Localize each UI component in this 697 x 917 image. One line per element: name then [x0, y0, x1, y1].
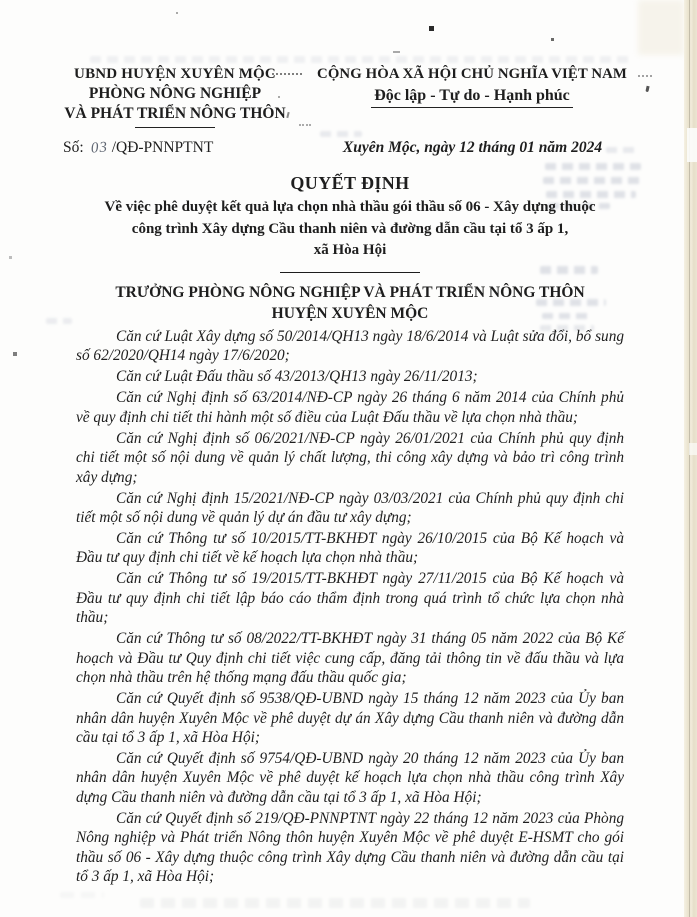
- legal-basis-paragraph: Căn cứ Thông tư số 08/2022/TT-BKHĐT ngày 31 tháng 05 năm 2022 của Bộ Kế hoạch và Đầu tư Quy định chi tiết việc cung cấp, đăng tải thông tin về đấu thầu và lựa chọn nhà thầu trên hệ thống mạng đấu thầu quốc gia;: [76, 630, 624, 687]
- bleed-through-artifact: [140, 898, 530, 908]
- doc-number-handwritten: 03: [90, 139, 109, 157]
- legal-basis-paragraph: Căn cứ Quyết định số 219/QĐ-PNNPTNT ngày 22 tháng 12 năm 2023 của Phòng Nông nghiệp và Phát triển Nông thôn huyện Xuyên Mộc về phê duyệt E-HSMT cho gói thầu số 06 - Xây dựng thuộc công trình Xây dựng Cầu thanh niên và đường dẫn cầu tại tổ 3 ấp 1, xã Hòa Hội;: [76, 809, 624, 886]
- legal-basis-paragraph: Căn cứ Luật Xây dựng số 50/2014/QH13 ngày 18/6/2014 và Luật sửa đổi, bổ sung số 62/2020/QH14 ngày 17/6/2020;: [76, 328, 624, 365]
- doc-subject-line: công trình Xây dựng Cầu thanh niên và đường dẫn cầu tại tổ 3 ấp 1,: [131, 220, 569, 237]
- ink-speck: [393, 51, 400, 53]
- authority-heading-line2: HUYỆN XUYÊN MỘC: [271, 305, 429, 322]
- doc-number-label: Số:: [63, 139, 84, 156]
- doc-subject-line: Về việc phê duyệt kết quả lựa chọn nhà thầu gói thầu số 06 - Xây dựng thuộc: [104, 199, 596, 215]
- ink-speck: [645, 86, 649, 92]
- doc-subject-line: xã Hòa Hội: [313, 242, 387, 258]
- issuing-org-underline: [135, 127, 215, 128]
- doc-number-symbol: /QĐ-PNNPTNT: [111, 139, 214, 156]
- legal-basis-paragraph: Căn cứ Thông tư số 10/2015/TT-BKHĐT ngày 26/10/2015 của Bộ Kế hoạch và Đầu tư quy định chi tiết về kế hoạch lựa chọn nhà thầu;: [76, 530, 624, 567]
- legal-basis-paragraph: Căn cứ Luật Đấu thầu số 43/2013/QH13 ngày 26/11/2013;: [116, 368, 478, 386]
- legal-basis-paragraph: Căn cứ Quyết định số 9538/QĐ-UBND ngày 15 tháng 12 năm 2023 của Ủy ban nhân dân huyện Xuyên Mộc về phê duyệt dự án Xây dựng Cầu thanh niên và đường dẫn cầu tại tổ 3 ấp 1, xã Hòa Hội;: [76, 690, 624, 747]
- legal-basis-section: [76, 327, 624, 888]
- national-motto: Độc lập - Tự do - Hạnh phúc: [371, 86, 573, 108]
- doc-type-title: QUYẾT ĐỊNH: [290, 173, 410, 193]
- bleed-through-artifact: [60, 892, 104, 898]
- authority-heading: [58, 282, 642, 325]
- ink-speck: [551, 38, 554, 41]
- issuing-org-name-line2: VÀ PHÁT TRIỂN NÔNG THÔN: [64, 105, 286, 122]
- place-date-line: Xuyên Mộc, ngày 12 tháng 01 năm 2024: [342, 139, 603, 156]
- doc-number: [63, 139, 213, 157]
- legal-basis-paragraph: Căn cứ Nghị định số 63/2014/NĐ-CP ngày 26 tháng 6 năm 2014 của Chính phủ về quy định chi tiết thi hành một số điều của Luật Đấu thầu về lựa chọn nhà thầu;: [76, 389, 624, 426]
- ink-speck: [176, 12, 178, 14]
- national-motto-block: [298, 64, 646, 108]
- ink-speck: [9, 256, 12, 259]
- issuing-org-block: [58, 64, 292, 128]
- ink-speck: [13, 352, 17, 356]
- authority-heading-line1: TRƯỞNG PHÒNG NÔNG NGHIỆP VÀ PHÁT TRIỂN NÔNG THÔN: [115, 283, 585, 301]
- legal-basis-paragraph: Căn cứ Thông tư số 19/2015/TT-BKHĐT ngày 27/11/2015 của Bộ Kế hoạch và Đầu tư quy định chi tiết lập báo cáo thẩm định trong quá trình tổ chức lựa chọn nhà thầu;: [76, 570, 624, 627]
- issuing-org-name-line1: PHÒNG NÔNG NGHIỆP: [88, 85, 262, 102]
- issuing-org-parent: UBND HUYỆN XUYÊN MỘC: [74, 66, 276, 82]
- doc-subject: [58, 197, 642, 262]
- scan-corner-tint-artifact: [638, 0, 684, 55]
- legal-basis-paragraph: Căn cứ Nghị định 15/2021/NĐ-CP ngày 03/03/2021 của Chính phủ quy định chi tiết một số nội dung về quản lý dự án đầu tư xây dựng;: [76, 489, 624, 527]
- title-divider-rule: [280, 272, 420, 273]
- scan-edge-notch-artifact: [689, 443, 697, 455]
- legal-basis-paragraph: Căn cứ Quyết định số 9754/QĐ-UBND ngày 20 tháng 12 năm 2023 của Ủy ban nhân dân huyện Xuyên Mộc về phê duyệt kế hoạch lựa chọn nhà thầu công trình Xây dựng Cầu thanh niên và đường dẫn cầu tại tổ 3 ấp 1, xã Hòa Hội;: [76, 750, 624, 806]
- national-name: CỘNG HÒA XÃ HỘI CHỦ NGHĨA VIỆT NAM: [317, 66, 627, 82]
- scan-dash-artifact: [299, 124, 311, 126]
- bleed-through-artifact: [320, 131, 362, 137]
- scan-edge-notch-artifact: [687, 128, 697, 162]
- legal-basis-paragraph: Căn cứ Nghị định số 06/2021/NĐ-CP ngày 26/01/2021 của Chính phủ quy định chi tiết một số nội dung về quản lý chất lượng, thi công xây dựng và bảo trì công trình xây dựng;: [76, 429, 624, 486]
- title-block: [58, 173, 642, 325]
- bleed-through-artifact: [545, 163, 641, 170]
- bleed-through-artifact: [90, 56, 630, 63]
- ink-speck: [429, 26, 434, 31]
